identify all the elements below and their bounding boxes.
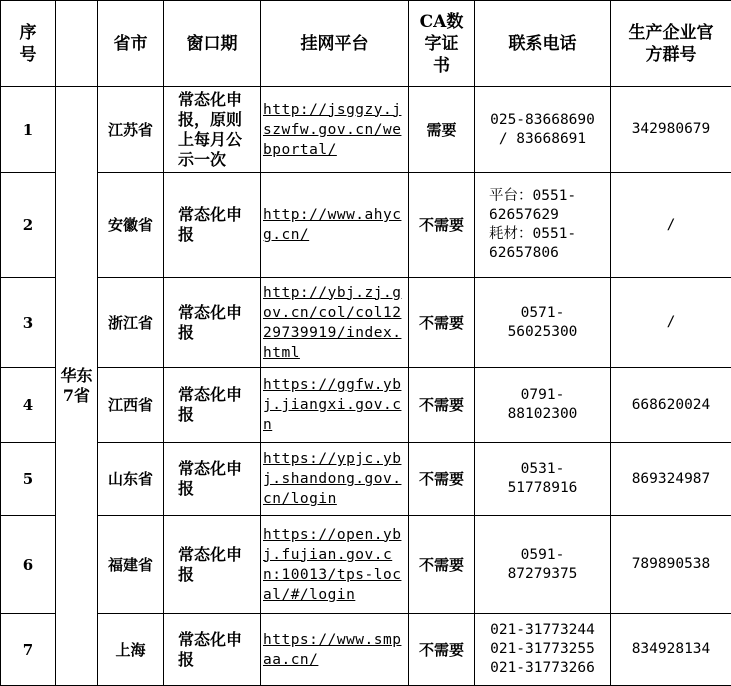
platform-url[interactable]: http://www.ahycg.cn/ [263,207,402,243]
header-window: 窗口期 [164,1,261,87]
row-platform-link[interactable] [261,87,409,173]
row-phone: 0571- 56025300 [475,278,611,368]
row-window: 常态化申 报 [164,173,261,278]
row-platform-link[interactable] [261,278,409,368]
row-window: 常态化申 报 [164,368,261,443]
row-seq: 1 [1,87,56,173]
platform-url[interactable]: http://jsggzy.jszwfw.gov.cn/webportal/ [263,101,402,158]
row-window: 常态化申 报 [164,278,261,368]
header-ca: CA数 字证 书 [409,1,475,87]
row-qq: 834928134 [611,614,731,686]
header-phone: 联系电话 [475,1,611,87]
row-province: 江西省 [98,368,164,443]
row-ca: 需要 [409,87,475,173]
row-ca: 不需要 [409,614,475,686]
row-ca: 不需要 [409,173,475,278]
row-province: 安徽省 [98,173,164,278]
row-province: 福建省 [98,516,164,614]
row-window: 常态化申 报 [164,614,261,686]
region-cell: 华东 7省 [56,87,98,686]
row-platform-link[interactable] [261,443,409,516]
table-row [1,516,731,614]
header-seq: 序 号 [1,1,56,87]
row-seq: 5 [1,443,56,516]
row-seq: 6 [1,516,56,614]
row-qq: / [611,278,731,368]
row-ca: 不需要 [409,368,475,443]
row-platform-link[interactable] [261,173,409,278]
header-platform: 挂网平台 [261,1,409,87]
row-qq: 342980679 [611,87,731,173]
header-group [56,1,98,87]
platform-url[interactable]: https://www.smpaa.cn/ [263,631,402,668]
row-province: 山东省 [98,443,164,516]
row-ca: 不需要 [409,443,475,516]
row-province: 浙江省 [98,278,164,368]
row-ca: 不需要 [409,516,475,614]
table-row [1,87,731,173]
platform-url[interactable]: http://ybj.zj.gov.cn/col/col1229739919/index.html [263,284,402,361]
header-row [1,1,731,87]
row-phone: 0791- 88102300 [475,368,611,443]
row-qq: / [611,173,731,278]
row-platform-link[interactable] [261,516,409,614]
table-row [1,443,731,516]
platform-url[interactable]: https://ggfw.ybj.jiangxi.gov.cn [263,377,402,433]
row-seq: 3 [1,278,56,368]
row-seq: 7 [1,614,56,686]
table-row [1,278,731,368]
row-qq: 668620024 [611,368,731,443]
row-ca: 不需要 [409,278,475,368]
row-phone: 0591- 87279375 [475,516,611,614]
row-province: 上海 [98,614,164,686]
row-platform-link[interactable] [261,614,409,686]
platform-url[interactable]: https://open.ybj.fujian.gov.cn:10013/tps-local/#/login [263,526,402,603]
row-window: 常态化申 报，原则 上每月公 示一次 [164,87,261,173]
header-qq: 生产企业官 方群号 [611,1,731,87]
row-phone: 021-31773244 021-31773255 021-31773266 [475,614,611,686]
row-qq: 869324987 [611,443,731,516]
row-phone: 平台：0551- 62657629 耗材：0551- 62657806 [475,173,611,278]
platform-url[interactable]: https://ypjc.ybj.shandong.gov.cn/login [263,451,402,507]
row-window: 常态化申 报 [164,516,261,614]
row-platform-link[interactable] [261,368,409,443]
row-phone: 0531- 51778916 [475,443,611,516]
row-province: 江苏省 [98,87,164,173]
row-window: 常态化申 报 [164,443,261,516]
row-phone: 025-83668690 / 83668691 [475,87,611,173]
table-row [1,614,731,686]
row-qq: 789890538 [611,516,731,614]
row-seq: 4 [1,368,56,443]
row-seq: 2 [1,173,56,278]
header-province: 省市 [98,1,164,87]
table-row [1,368,731,443]
table-row [1,173,731,278]
